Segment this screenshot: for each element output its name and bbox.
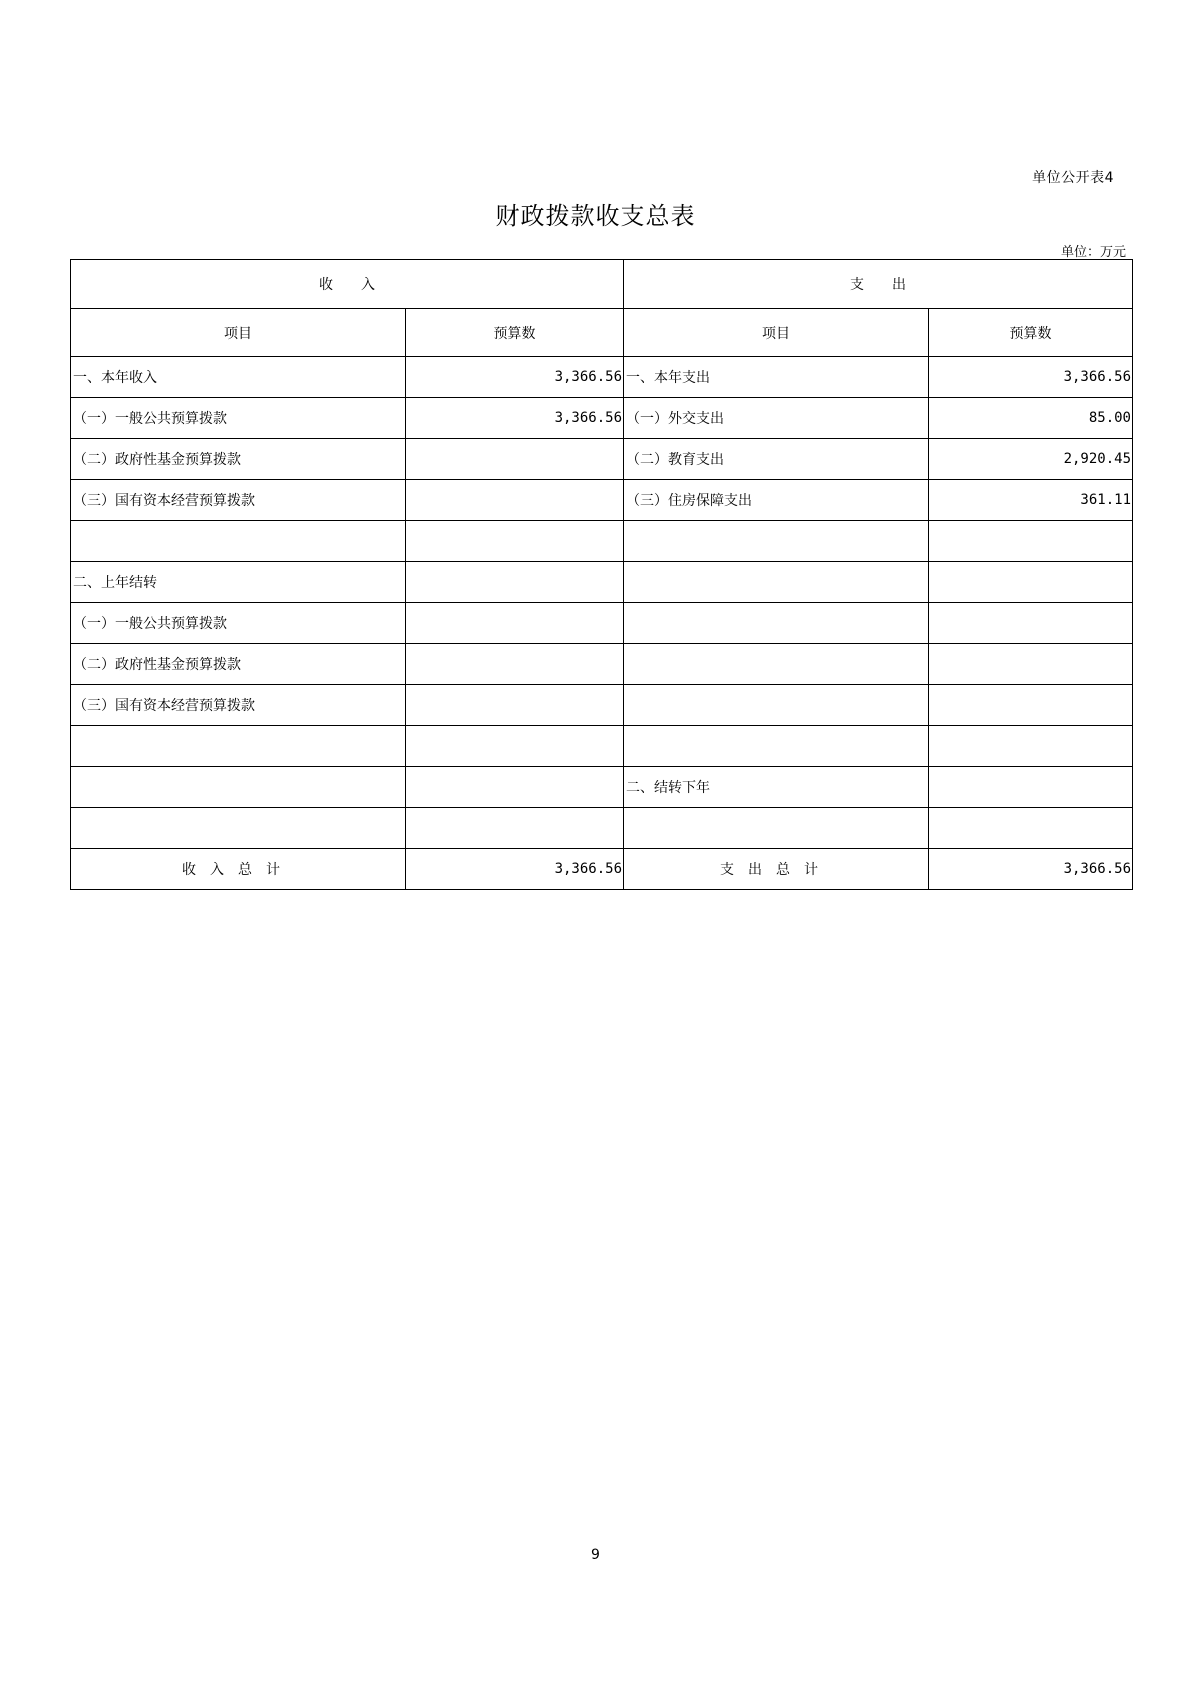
expense-item-cell: （一）外交支出 (624, 398, 929, 439)
table-row (71, 726, 1133, 767)
doc-code: 单位公开表4 (1032, 170, 1114, 186)
table-row (71, 562, 1133, 603)
income-side-header: 收 入 (71, 260, 624, 309)
expense-value-cell (929, 644, 1133, 685)
income-value-cell: 3,366.56 (406, 398, 624, 439)
expense-side-header: 支 出 (624, 260, 1133, 309)
expense-value-cell: 3,366.56 (929, 357, 1133, 398)
expense-item-cell (624, 603, 929, 644)
expense-value-cell (929, 521, 1133, 562)
expense-total-label: 支出总计 (624, 849, 929, 890)
expense-value-cell: 2,920.45 (929, 439, 1133, 480)
expense-value-cell (929, 767, 1133, 808)
side-header-row (71, 260, 1133, 309)
table-row (71, 439, 1133, 480)
expense-value-cell (929, 603, 1133, 644)
expense-item-cell (624, 644, 929, 685)
table-row (71, 685, 1133, 726)
table-row (71, 357, 1133, 398)
expense-item-cell: （二）教育支出 (624, 439, 929, 480)
income-value-cell (406, 521, 624, 562)
unit-label: 单位：万元 (1060, 245, 1126, 260)
table-row (71, 398, 1133, 439)
income-budget-header: 预算数 (406, 309, 624, 357)
total-row (71, 849, 1133, 890)
income-value-cell (406, 726, 624, 767)
table-row (71, 480, 1133, 521)
income-total-label: 收入总计 (71, 849, 406, 890)
income-item-cell: 一、本年收入 (71, 357, 406, 398)
expense-item-cell (624, 521, 929, 562)
expense-budget-header: 预算数 (929, 309, 1133, 357)
page-title: 财政拨款收支总表 (495, 202, 696, 230)
expense-total-value: 3,366.56 (929, 849, 1133, 890)
income-item-cell (71, 808, 406, 849)
page-number: 9 (591, 1547, 600, 1563)
income-value-cell (406, 562, 624, 603)
income-item-cell (71, 767, 406, 808)
expense-value-cell: 361.11 (929, 480, 1133, 521)
table-row (71, 603, 1133, 644)
expense-item-cell (624, 726, 929, 767)
income-value-cell (406, 644, 624, 685)
budget-table (70, 259, 1133, 890)
income-item-header: 项目 (71, 309, 406, 357)
table-row (71, 808, 1133, 849)
income-item-cell: （三）国有资本经营预算拨款 (71, 480, 406, 521)
income-total-value: 3,366.56 (406, 849, 624, 890)
expense-value-cell (929, 562, 1133, 603)
expense-item-cell (624, 808, 929, 849)
income-value-cell (406, 439, 624, 480)
table-row (71, 521, 1133, 562)
income-item-cell: （一）一般公共预算拨款 (71, 603, 406, 644)
expense-item-cell (624, 562, 929, 603)
expense-value-cell (929, 726, 1133, 767)
income-item-cell: （二）政府性基金预算拨款 (71, 644, 406, 685)
table-row (71, 767, 1133, 808)
income-item-cell: （三）国有资本经营预算拨款 (71, 685, 406, 726)
expense-item-cell (624, 685, 929, 726)
income-value-cell (406, 767, 624, 808)
expense-item-cell: 一、本年支出 (624, 357, 929, 398)
expense-value-cell: 85.00 (929, 398, 1133, 439)
income-item-cell: 二、上年结转 (71, 562, 406, 603)
column-header-row (71, 309, 1133, 357)
income-item-cell: （一）一般公共预算拨款 (71, 398, 406, 439)
income-item-cell (71, 521, 406, 562)
income-value-cell (406, 808, 624, 849)
expense-item-header: 项目 (624, 309, 929, 357)
table-row (71, 644, 1133, 685)
income-item-cell (71, 726, 406, 767)
income-item-cell: （二）政府性基金预算拨款 (71, 439, 406, 480)
income-value-cell (406, 603, 624, 644)
expense-item-cell: （三）住房保障支出 (624, 480, 929, 521)
income-value-cell (406, 480, 624, 521)
expense-value-cell (929, 685, 1133, 726)
expense-value-cell (929, 808, 1133, 849)
income-value-cell (406, 685, 624, 726)
expense-item-cell: 二、结转下年 (624, 767, 929, 808)
income-value-cell: 3,366.56 (406, 357, 624, 398)
